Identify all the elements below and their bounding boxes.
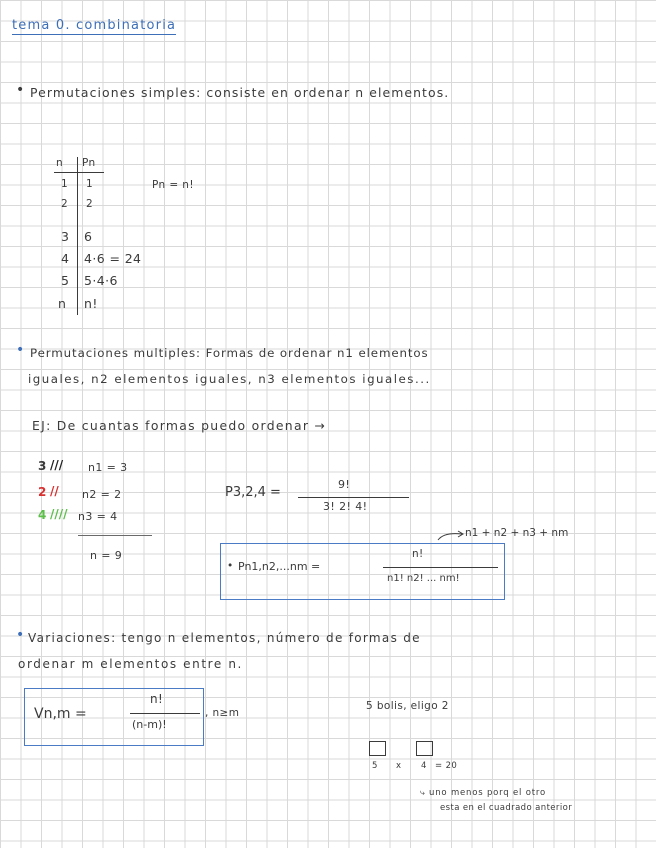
slot-label-5: 5 <box>372 761 378 771</box>
page-title: tema 0. combinatoria <box>12 18 177 33</box>
variaciones-formula-lhs: Vn,m = <box>34 706 87 722</box>
variaciones-line2: ordenar m elementos entre n. <box>18 657 243 671</box>
table-header-pn: Pn <box>82 157 96 169</box>
table-row-n: 3 <box>61 229 70 244</box>
table-column-divider <box>77 157 78 315</box>
example-formula-lhs: P3,2,4 = <box>225 485 281 500</box>
general-fraction-bar <box>383 567 498 568</box>
general-formula-denominator: n1! n2! ... nm! <box>387 573 460 584</box>
variaciones-line1: Variaciones: tengo n elementos, número de formas de <box>28 631 421 645</box>
variaciones-fraction-bar <box>130 713 200 714</box>
table-row-pn: 6 <box>84 229 93 244</box>
tally-count-3: 4 <box>38 508 47 522</box>
sum-line <box>78 535 152 536</box>
slot-label-4: 4 <box>421 761 427 771</box>
example-formula-numerator: 9! <box>338 478 351 491</box>
tally-label-n3: n3 = 4 <box>78 510 118 523</box>
table-row-n: 4 <box>61 251 70 266</box>
table-row-pn: n! <box>84 296 98 311</box>
slot-square-icon <box>369 741 386 756</box>
table-header-n: n <box>56 157 64 169</box>
tally-count-1: 3 <box>38 459 47 473</box>
bullet-perm-simples: • <box>16 82 25 98</box>
table-row-pn: 1 <box>86 178 94 190</box>
variaciones-formula-numerator: n! <box>150 692 164 706</box>
perm-multiples-line1: Permutaciones multiples: Formas de ordenar n1 elementos <box>30 346 429 360</box>
table-row-n: 2 <box>61 198 69 210</box>
slot-label-times: x <box>396 761 402 771</box>
example-formula-denominator: 3! 2! 4! <box>323 500 368 513</box>
tally-count-2: 2 <box>38 485 47 499</box>
perm-simples-definition: Permutaciones simples: consiste en ordenar n elementos. <box>30 85 450 100</box>
tally-label-n2: n2 = 2 <box>82 488 122 501</box>
tally-label-n1: n1 = 3 <box>88 461 128 474</box>
example-question: EJ: De cuantas formas puedo ordenar → <box>32 418 327 433</box>
sum-annotation: n1 + n2 + n3 + nm <box>465 527 569 539</box>
bullet-variaciones: • <box>16 627 25 643</box>
general-formula-numerator: n! <box>412 548 424 560</box>
tally-marks-green: //// <box>50 507 68 521</box>
tally-marks-black: /// <box>50 458 64 472</box>
table-row-pn: 2 <box>86 198 94 210</box>
table-header-divider <box>54 172 104 173</box>
slot-square-icon <box>416 741 433 756</box>
perm-multiples-line2: iguales, n2 elementos iguales, n3 elementos iguales... <box>28 372 431 386</box>
table-row-pn: 4·6 = 24 <box>84 251 142 266</box>
annotation-arrow-icon <box>436 528 466 542</box>
general-formula-lhs: Pn1,n2,...nm = <box>238 560 321 573</box>
variaciones-example: 5 bolis, eligo 2 <box>366 700 449 712</box>
variaciones-condition: , n≥m <box>205 707 240 719</box>
table-row-n: n <box>58 296 67 311</box>
table-row-n: 1 <box>61 178 69 190</box>
tally-total: n = 9 <box>90 549 123 562</box>
example-fraction-bar <box>298 497 409 498</box>
slot-result: = 20 <box>435 761 458 771</box>
table-row-n: 5 <box>61 273 70 288</box>
tally-marks-red: // <box>50 484 59 498</box>
variaciones-formula-denominator: (n-m)! <box>132 718 167 731</box>
perm-simples-formula: Pn = n! <box>152 179 194 191</box>
note-line1: ⤷ uno menos porq el otro <box>420 788 546 798</box>
note-line2: esta en el cuadrado anterior <box>440 803 573 813</box>
general-formula-bullet: • <box>227 560 234 572</box>
bullet-perm-multiples: • <box>16 342 25 358</box>
table-row-pn: 5·4·6 <box>84 273 118 288</box>
